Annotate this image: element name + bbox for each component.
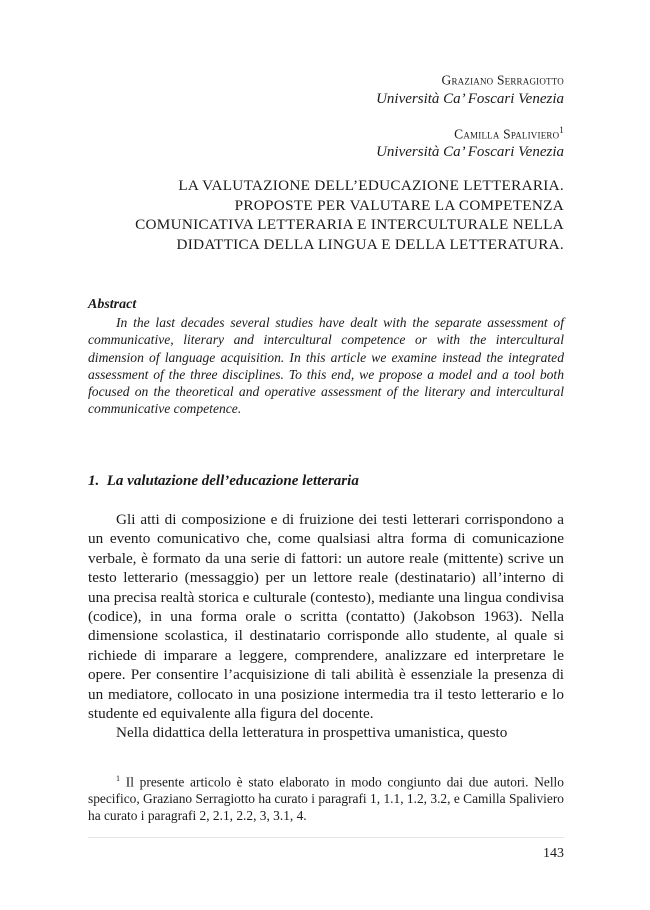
footnote-marker: 1 xyxy=(116,774,120,783)
body-text xyxy=(88,510,564,743)
paper-title xyxy=(94,176,564,254)
author-affiliation: Università Ca’ Foscari Venezia xyxy=(376,144,564,160)
author-block xyxy=(376,67,564,109)
abstract xyxy=(88,296,564,418)
title-line: COMUNICATIVA LETTERARIA E INTERCULTURALE NELLA xyxy=(135,216,564,233)
footnote-text: Il presente articolo è stato elaborato in modo congiunto dai due autori. Nello specifico, Graziano Serragiotto ha curato i paragrafi 1, 1.1, 1.2, 3.2, e Camilla Spaliviero ha curato i paragrafi 2, 2.1, 2.2, 3, 3.1, 4. xyxy=(88,774,564,824)
footnote-divider xyxy=(88,754,208,755)
abstract-heading: Abstract xyxy=(88,297,137,312)
page-number: 143 xyxy=(543,846,564,861)
author-block xyxy=(376,121,564,163)
section-title: La valutazione dell’educazione letteraria xyxy=(106,473,359,489)
section-number: 1. xyxy=(88,473,100,489)
page-divider xyxy=(88,837,564,838)
author-name: Camilla Spaliviero$^1$ xyxy=(454,124,564,141)
title-line: LA VALUTAZIONE DELL’EDUCAZIONE LETTERARIA. xyxy=(178,177,564,194)
author-affiliation: Università Ca’ Foscari Venezia xyxy=(376,90,564,107)
footnote-marker: 1 xyxy=(559,124,564,135)
abstract-text: In the last decades several studies have dealt with the separate assessment of communicative, literary and intercultural competence or with the intercultural dimension of language acquisition. In this article we examine instead the integrated assessment of the three disciplines. To this end, we propose a model and a tool both focused on the theoretical and operative assessment of the literary and intercultural communicative competence. xyxy=(88,315,564,417)
title-line: PROPOSTE PER VALUTARE LA COMPETENZA xyxy=(234,196,564,214)
author-name: Graziano Serragiotto xyxy=(441,72,564,88)
title-line: DIDATTICA DELLA LINGUA E DELLA LETTERATURA. xyxy=(176,235,564,253)
author-list xyxy=(376,67,564,162)
paragraph: Gli atti di composizione e di fruizione dei testi letterari corrispondono a un evento comunicativo che, come qualsiasi altra forma di comunicazione verbale, è formato da una serie di fattori: un autore reale (mittente) scrive un testo letterario (messaggio) per un lettore reale (destinatario) all’interno di una precisa realtà storica e culturale (contesto), mediante una lingua condivisa (codice), in una forma orale o scritta (contatto) (Jakobson 1963). Nella dimensione scolastica, il destinatario corrisponde allo studente, al quale si richiede di imparare a leggere, comprendere, analizzare ed interpretare le opere. Per consentire l’acquisizione di tali abilità è essenziale la presenza di un mediatore, collocato in una posizione intermedia tra il testo letterario e lo studente ed equivalente alla figura del docente. xyxy=(88,511,564,723)
paragraph: Nella didattica della letteratura in prospettiva umanistica, questo xyxy=(116,724,508,742)
section-heading xyxy=(88,472,359,491)
footnote xyxy=(88,770,564,824)
